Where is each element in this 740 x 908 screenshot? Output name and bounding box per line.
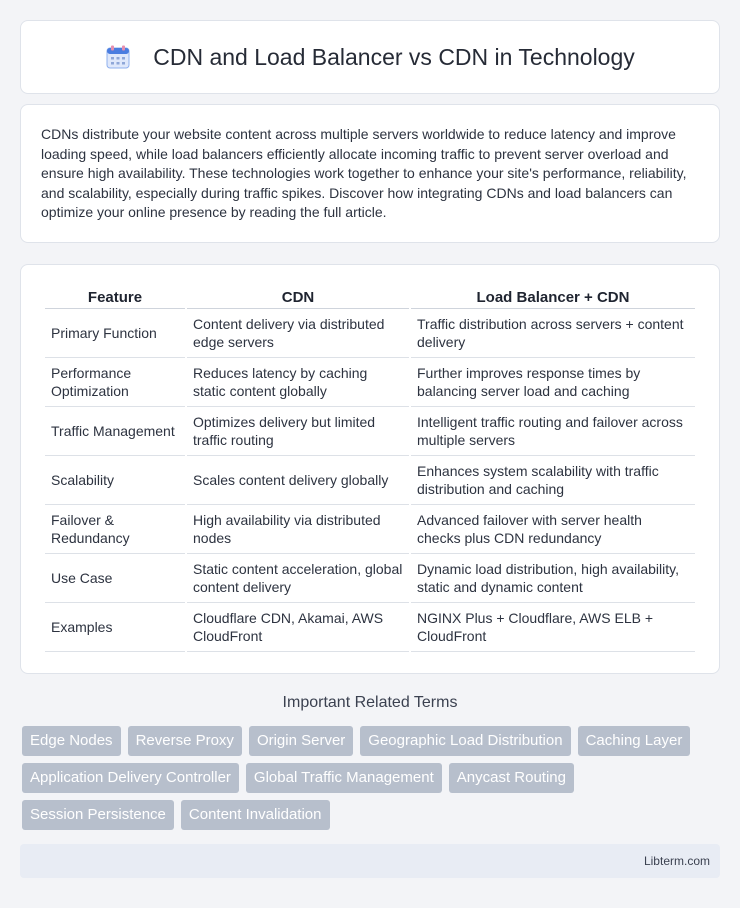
feature-cell: Use Case: [45, 554, 185, 603]
tag-geographic-load-distribution[interactable]: Geographic Load Distribution: [360, 726, 570, 756]
cdn-cell: Cloudflare CDN, Akamai, AWS CloudFront: [187, 603, 409, 652]
summary-card: [20, 104, 720, 243]
feature-cell: Traffic Management: [45, 407, 185, 456]
lb-cdn-cell: Intelligent traffic routing and failover across multiple servers: [411, 407, 695, 456]
tag-content-invalidation[interactable]: Content Invalidation: [181, 800, 330, 830]
table-row: [45, 456, 695, 505]
tag-reverse-proxy[interactable]: Reverse Proxy: [128, 726, 242, 756]
feature-cell: Examples: [45, 603, 185, 652]
lb-cdn-cell: NGINX Plus + Cloudflare, AWS ELB + CloudFront: [411, 603, 695, 652]
related-terms-tags: [22, 726, 722, 830]
tag-global-traffic-management[interactable]: Global Traffic Management: [246, 763, 442, 793]
table-row: [45, 309, 695, 358]
footer: [20, 844, 720, 878]
tag-anycast-routing[interactable]: Anycast Routing: [449, 763, 574, 793]
column-header-feature: Feature: [45, 283, 185, 309]
comparison-table: [43, 283, 697, 652]
table-row: [45, 554, 695, 603]
table-row: [45, 603, 695, 652]
table-header-row: [45, 283, 695, 309]
calendar-icon: [105, 44, 131, 70]
table-row: [45, 358, 695, 407]
feature-cell: Primary Function: [45, 309, 185, 358]
cdn-cell: High availability via distributed nodes: [187, 505, 409, 554]
feature-cell: Failover & Redundancy: [45, 505, 185, 554]
tag-caching-layer[interactable]: Caching Layer: [578, 726, 691, 756]
comparison-table-card: [20, 264, 720, 674]
cdn-cell: Scales content delivery globally: [187, 456, 409, 505]
cdn-cell: Optimizes delivery but limited traffic routing: [187, 407, 409, 456]
feature-cell: Scalability: [45, 456, 185, 505]
footer-site-link[interactable]: Libterm.com: [643, 854, 710, 868]
tag-application-delivery-controller[interactable]: Application Delivery Controller: [22, 763, 239, 793]
cdn-cell: Reduces latency by caching static content globally: [187, 358, 409, 407]
summary-text: CDNs distribute your website content across multiple servers worldwide to reduce latency and improve loading speed, while load balancers efficiently allocate incoming traffic to prevent server overload and ensure high availability. These technologies work together to enhance your site's performance, reliability, and scalability, especially during traffic spikes. Discover how integrating CDNs and load balancers can optimize your online presence by reading the full article.: [41, 126, 687, 221]
table-row: [45, 407, 695, 456]
related-terms-title: Important Related Terms: [282, 694, 458, 711]
lb-cdn-cell: Further improves response times by balancing server load and caching: [411, 358, 695, 407]
tag-session-persistence[interactable]: Session Persistence: [22, 800, 174, 830]
title-card: [20, 20, 720, 94]
column-header-lb-cdn: Load Balancer + CDN: [411, 283, 695, 309]
lb-cdn-cell: Traffic distribution across servers + content delivery: [411, 309, 695, 358]
table-row: [45, 505, 695, 554]
tag-origin-server[interactable]: Origin Server: [249, 726, 353, 756]
lb-cdn-cell: Enhances system scalability with traffic distribution and caching: [411, 456, 695, 505]
page-title: CDN and Load Balancer vs CDN in Technology: [153, 43, 635, 70]
lb-cdn-cell: Dynamic load distribution, high availability, static and dynamic content: [411, 554, 695, 603]
lb-cdn-cell: Advanced failover with server health checks plus CDN redundancy: [411, 505, 695, 554]
feature-cell: Performance Optimization: [45, 358, 185, 407]
cdn-cell: Content delivery via distributed edge servers: [187, 309, 409, 358]
column-header-cdn: CDN: [187, 283, 409, 309]
cdn-cell: Static content acceleration, global content delivery: [187, 554, 409, 603]
tag-edge-nodes[interactable]: Edge Nodes: [22, 726, 121, 756]
